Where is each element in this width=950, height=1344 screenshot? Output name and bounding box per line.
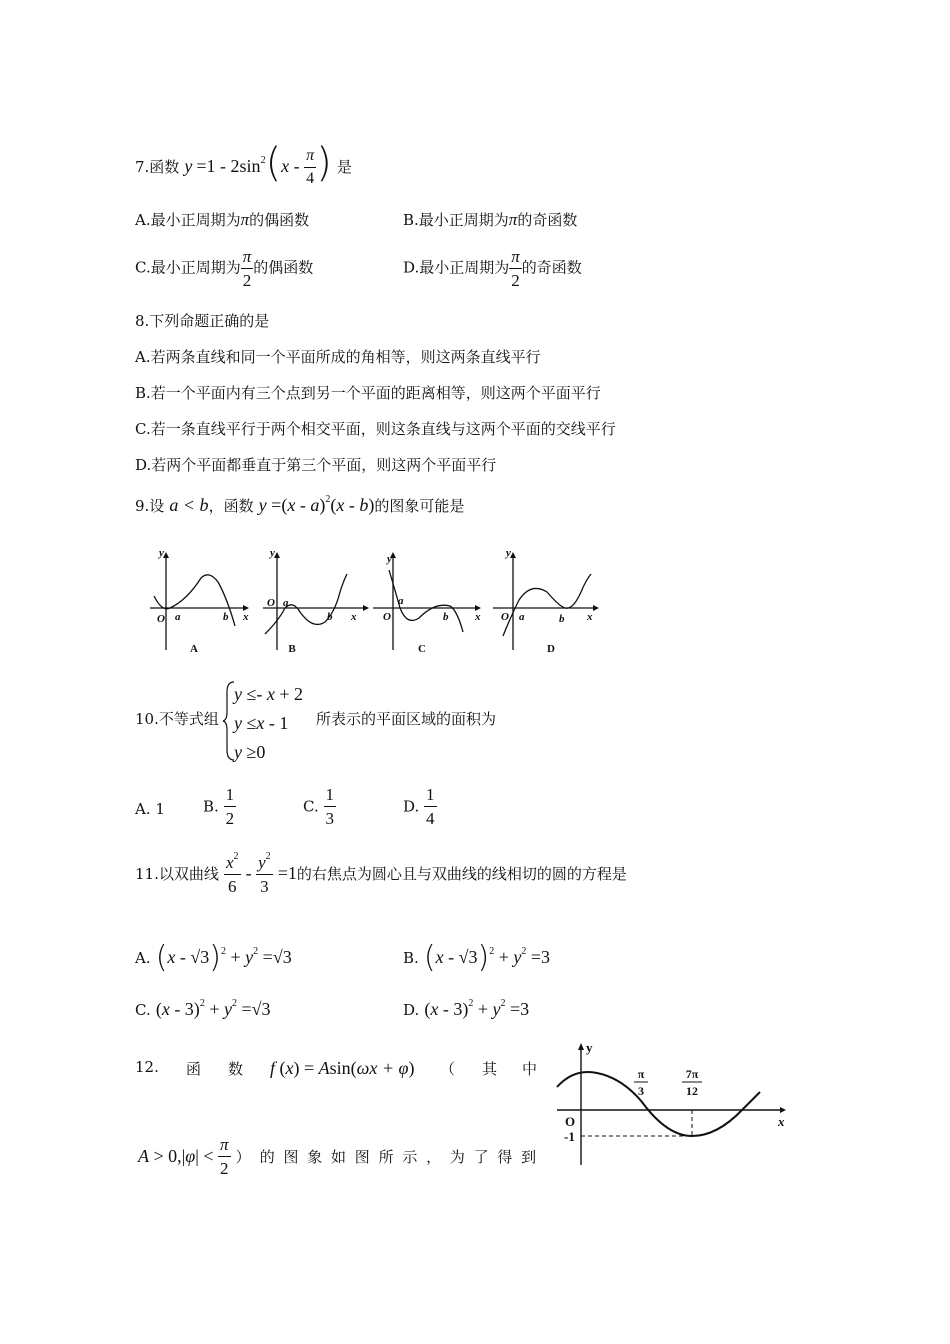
svg-text:O: O [157, 613, 165, 625]
q12-tick2-top: 7π [685, 1067, 699, 1081]
q12-qi: 其 [482, 1060, 498, 1078]
svg-text:a: a [398, 595, 404, 607]
svg-text:x: x [351, 611, 357, 623]
svg-text:b: b [223, 611, 229, 623]
q12-tick2-bottom: 12 [686, 1084, 698, 1098]
svg-text:O: O [383, 611, 391, 623]
q11-option-a: A. $(x - √3)^2 + y^2 =√3$ [135, 940, 292, 975]
q9-stem: 9.设 a < b，函数 y =(x - a)$^2$(x - b)的图象可能是 [135, 494, 465, 515]
q8-option-c: C.若一条直线平行于两个相交平面，则这条直线与这两个平面的交线平行 [135, 420, 616, 438]
q7-formula: y [184, 156, 193, 176]
svg-text:x: x [475, 611, 481, 623]
q12-word-1: 函 [186, 1060, 202, 1078]
q11-option-c: C. $(x - 3)^2 + y^2 =√3$ [135, 998, 271, 1019]
q7-option-a: A.最小正周期为π的偶函数 [135, 210, 310, 229]
svg-text:O: O [501, 611, 509, 623]
svg-text:x: x [243, 611, 249, 623]
q8-stem: 8.下列命题正确的是 [135, 312, 270, 330]
q7-option-b: B.最小正周期为π的奇函数 [403, 210, 578, 229]
q12-graph [552, 1040, 792, 1170]
q10-prefix: 10.不等式组 [135, 710, 219, 728]
q11-stem: 11.以双曲线 $\frac{x^2}{6}$ - $\frac{y^2}{3}$ =1的右焦点为圆心且与双曲线的线相切的圆的方程是 [135, 851, 627, 896]
q10-option-c: C. $\frac{1}{3}$ [303, 785, 334, 828]
q9-graph-label-c: C [418, 643, 426, 655]
q10-suffix: 所表示的平面区域的面积为 [316, 710, 497, 728]
svg-text:a: a [175, 611, 181, 623]
svg-text:y: y [159, 550, 164, 559]
q12-zhong: 中 [522, 1060, 538, 1078]
q12-tick1-bottom: 3 [638, 1084, 644, 1098]
svg-text:y: y [387, 553, 392, 565]
q10-option-b: B. $\frac{1}{2}$ [203, 785, 235, 828]
q7-option-d: D.最小正周期为 $\frac{\pi}{2}$ 的奇函数 [403, 247, 582, 290]
q9-graph-label-b: B [288, 643, 296, 655]
q7-suffix: 是 [336, 158, 352, 176]
q12-formula: f (x) = Asin(ωx + φ) [270, 1058, 415, 1078]
q12-x-label: x [778, 1114, 785, 1129]
q11-option-d: D. $(x - 3)^2 + y^2 =3$ [403, 998, 530, 1019]
q12-num: 12. [135, 1058, 159, 1076]
q9-graph-label-a: A [190, 643, 198, 655]
q12-tick1-top: π [637, 1067, 645, 1081]
q9-graph-label-d: D [547, 643, 555, 655]
q12-origin: O [565, 1114, 576, 1129]
q12-condition: A > 0,|φ| < $\frac{\pi}{2}$ ） 的 图 象 如 图 所 示 ， 为 了 得 到 [138, 1135, 537, 1178]
svg-text:y: y [506, 550, 511, 559]
q10-option-a: A. 1 [135, 800, 165, 818]
q12-y-label: y [586, 1040, 593, 1055]
q8-option-a: A.若两条直线和同一个平面所成的角相等，则这两条直线平行 [135, 348, 541, 366]
q12-word-2: 数 [228, 1060, 244, 1078]
svg-text:b: b [443, 611, 449, 623]
svg-text:b: b [327, 611, 333, 623]
svg-text:x: x [587, 611, 593, 623]
q10-option-d: D. $\frac{1}{4}$ [403, 785, 435, 828]
q8-option-b: B.若一个平面内有三个点到另一个平面的距离相等，则这两个平面平行 [135, 384, 601, 402]
q10-system: y ≤- x + 2 y ≤x - 1 y ≥0 [234, 684, 304, 762]
q7-prefix: 7.函数 [135, 158, 180, 176]
svg-text:a: a [519, 611, 525, 623]
q12-min-label: -1 [564, 1129, 575, 1144]
svg-text:b: b [559, 613, 565, 625]
q12-paren-open: （ [440, 1060, 456, 1078]
svg-text:O: O [267, 597, 275, 609]
q11-option-b: B. $(x - √3)^2 + y^2 =3$ [403, 940, 551, 975]
q7-option-c: C.最小正周期为 $\frac{\pi}{2}$ 的偶函数 [135, 247, 314, 290]
svg-text:y: y [270, 550, 275, 559]
q7-stem: 7.函数 $y =1 - 2\sin^2(x$ - $\frac{\pi}{4}$ ) 是 [135, 140, 352, 187]
svg-text:a: a [283, 597, 289, 609]
q8-option-d: D.若两个平面都垂直于第三个平面，则这两个平面平行 [135, 456, 497, 474]
q9-graphs [145, 550, 605, 660]
